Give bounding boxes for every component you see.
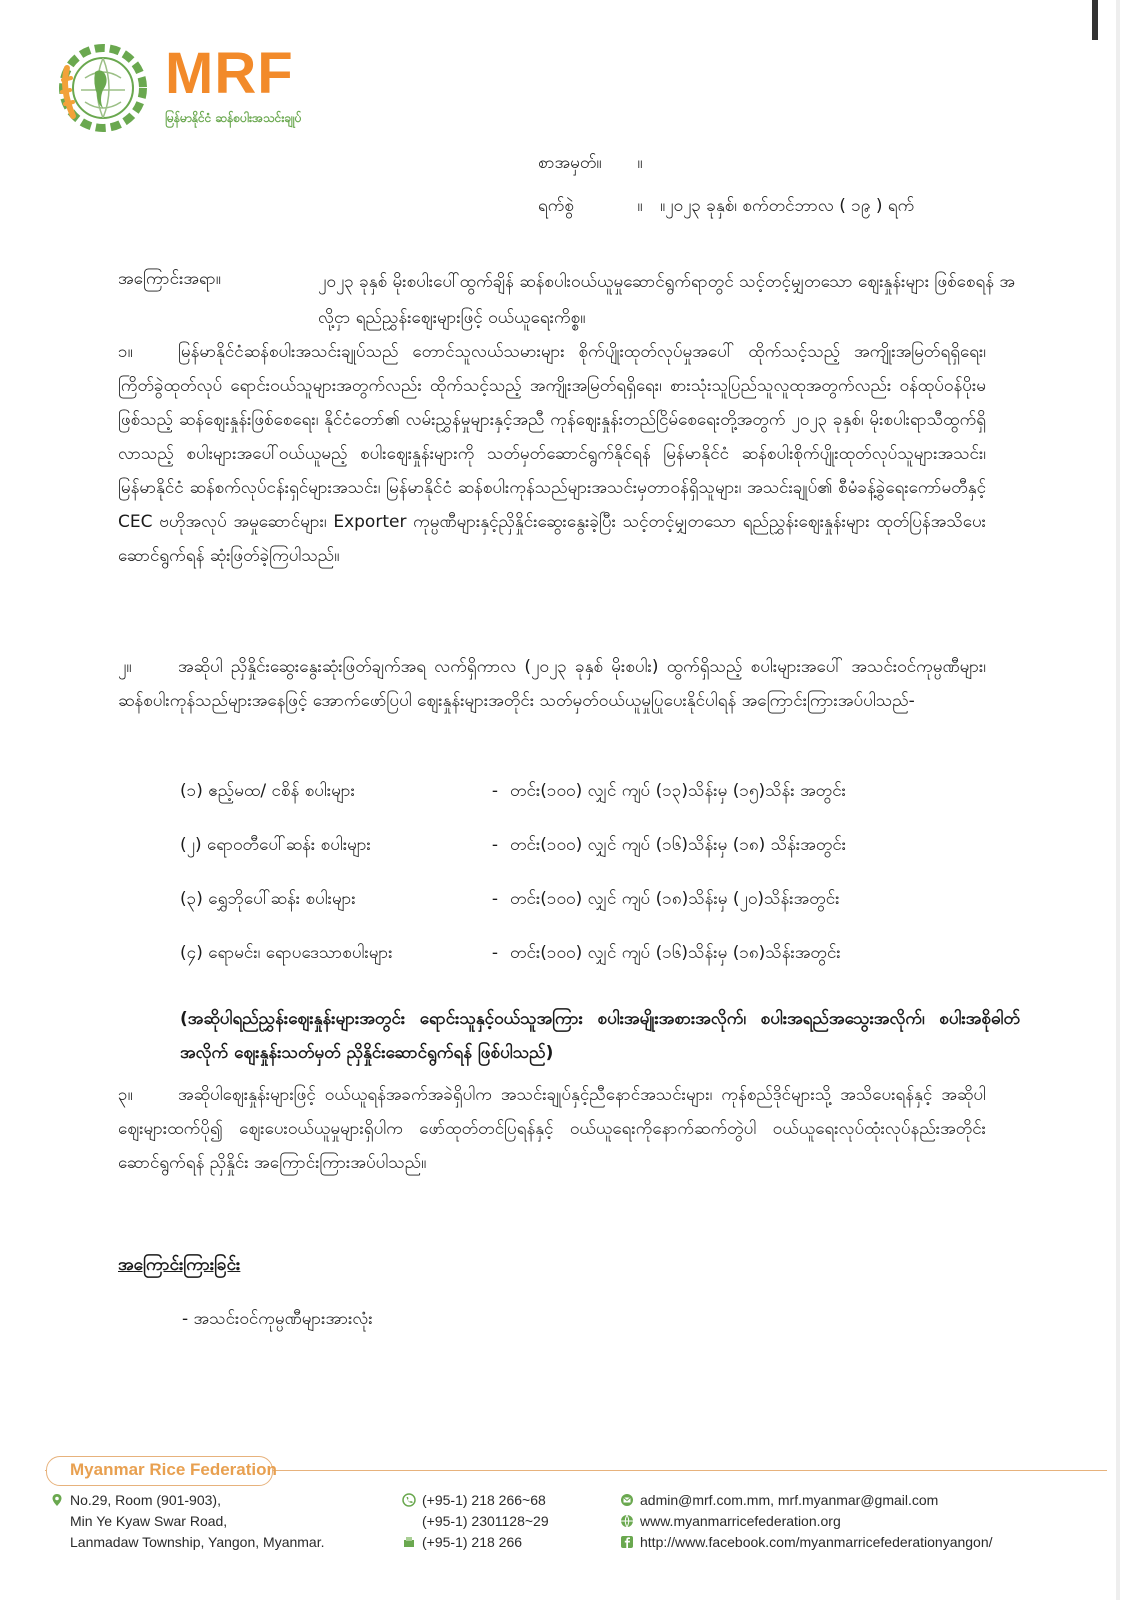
- price-item: (၄) ရောမင်း၊ ရောပဒေသာစပါးများ - တင်း(၁၀၀) လျှင် ကျပ် (၁၆)သိန်းမှ (၁၈)သိန်းအတွင်း: [180, 942, 841, 967]
- footer-address: [50, 1490, 325, 1553]
- paragraph-3: [118, 1078, 986, 1180]
- phone-number: (+95-1) 2301128~29: [422, 1513, 549, 1529]
- date-value: ။၂၀၂၃ ခုနှစ်၊ စက်တင်ဘာလ ( ၁၉ ) ရက်: [660, 196, 915, 216]
- facebook-icon: [620, 1535, 634, 1549]
- reference-line: [538, 152, 660, 177]
- email-address[interactable]: admin@mrf.com.mm, mrf.myanmar@gmail.com: [640, 1492, 939, 1508]
- phone-number: (+95-1) 218 266~68: [422, 1492, 546, 1508]
- price-range: တင်း(၁၀၀) လျှင် ကျပ် (၁၆)သိန်းမှ (၁၈) သိန်းအတွင်း: [510, 835, 847, 855]
- rice-variety: (၃) ရွှေဘိုပေါ်ဆန်း စပါးများ: [180, 889, 356, 909]
- price-item: (၂) ရောဝတီပေါ်ဆန်း စပါးများ - တင်း(၁၀၀) လျှင် ကျပ် (၁၆)သိန်းမှ (၁၈) သိန်းအတွင်း: [180, 834, 846, 859]
- address-line: Lanmadaw Township, Yangon, Myanmar.: [70, 1534, 325, 1550]
- price-range: တင်း(၁၀၀) လျှင် ကျပ် (၁၈)သိန်းမှ (၂၀)သိန်းအတွင်း: [510, 889, 840, 909]
- paragraph-number: ၁။: [118, 342, 133, 362]
- address-line: Min Ye Kyaw Swar Road,: [70, 1513, 228, 1529]
- email-icon: [620, 1493, 634, 1507]
- rice-variety: (၂) ရောဝတီပေါ်ဆန်း စပါးများ: [180, 835, 371, 855]
- reference-label: စာအမှတ်။: [538, 153, 602, 173]
- mrf-emblem-icon: [45, 38, 160, 138]
- distribution-title: အကြောင်းကြားခြင်း: [118, 1255, 241, 1275]
- paragraph-text: အဆိုပါ ညှိနှိုင်းဆွေးနွေးဆုံးဖြတ်ချက်အရ လက်ရှိကာလ (၂၀၂၃ ခုနှစ် မိုးစပါး) ထွက်ရှိသည့် စပါးများအပေါ် အသင်းဝင်ကုမ္ပဏီများ၊ ဆန်စပါးကုန်သည်များအနေဖြင့် အောက်ဖော်ပြပါ ဈေးနှုန်းများအတိုင်း သတ်မှတ်ဝယ်ယူမှုပြုပေးနိုင်ပါရန် အကြောင်းကြားအပ်ပါသည်-: [118, 657, 986, 711]
- location-pin-icon: [50, 1493, 64, 1507]
- footer-phones: [402, 1490, 549, 1553]
- paragraph-number: ၃။: [118, 1085, 133, 1105]
- logo-text: MRF: [165, 41, 294, 106]
- facebook-link[interactable]: http://www.facebook.com/myanmarricefederationyangon/: [640, 1534, 993, 1550]
- footer-org-name: Myanmar Rice Federation: [70, 1460, 277, 1479]
- paragraph-text: အဆိုပါဈေးနှုန်းများဖြင့် ဝယ်ယူရန်အခက်အခဲရှိပါက အသင်းချုပ်နှင့်ညီနောင်အသင်းများ၊ ကုန်စည်ဒိုင်များသို့ အသိပေးရန်နှင့် အဆိုပါ ဈေးများထက်ပို၍ ဈေးပေးဝယ်ယူမှုများရှိပါက ဖော်ထုတ်တင်ပြရန်နှင့် ဝယ်ယူရေးကိုနောက်ဆက်တွဲပါ ဝယ်ယူရေးလုပ်ထုံးလုပ်နည်းအတိုင်း ဆောင်ရွက်ရန် ညှိနှိုင်း အကြောင်းကြားအပ်ပါသည်။: [118, 1085, 986, 1173]
- subject-text: ၂၀၂၃ ခုနှစ် မိုးစပါးပေါ်ထွက်ချိန် ဆန်စပါးဝယ်ယူမှုဆောင်ရွက်ရာတွင် သင့်တင့်မျှတသော ဈေးနှုန်းများ ဖြစ်စေရန် အလို့ငှာ ရည်ညွှန်းဈေးများဖြင့် ဝယ်ယူရေးကိစ္စ။: [318, 272, 1016, 328]
- paragraph-1: [118, 335, 986, 573]
- price-item: (၃) ရွှေဘိုပေါ်ဆန်း စပါးများ - တင်း(၁၀၀) လျှင် ကျပ် (၁၈)သိန်းမှ (၂၀)သိန်းအတွင်း: [180, 888, 840, 913]
- scan-mark: [1092, 0, 1098, 40]
- logo-subtitle: မြန်မာနိုင်ငံ ဆန်စပါးအသင်းချုပ်: [165, 111, 302, 125]
- paragraph-2: [118, 650, 986, 718]
- reference-separator: ။: [637, 153, 643, 173]
- price-range: တင်း(၁၀၀) လျှင် ကျပ် (၁၆)သိန်းမှ (၁၈)သိန်းအတွင်း: [510, 943, 841, 963]
- footer-contacts: [620, 1490, 993, 1553]
- date-label: ရက်စွဲ: [538, 196, 574, 216]
- paragraph-text: မြန်မာနိုင်ငံဆန်စပါးအသင်းချုပ်သည် တောင်သူလယ်သမားများ စိုက်ပျိုးထုတ်လုပ်မှုအပေါ် ထိုက်သင့်သည့် အကျိုးအမြတ်ရရှိရေး၊ ကြိတ်ခွဲထုတ်လုပ် ရောင်းဝယ်သူများအတွက်လည်း ထိုက်သင့်သည့် အကျိုးအမြတ်ရရှိရေး၊ စားသုံးသူပြည်သူလူထုအတွက်လည်း ဝန်ထုပ်ဝန်ပိုးမဖြစ်သည့် ဆန်ဈေးနှုန်းဖြစ်စေရေး၊ နိုင်ငံတော်၏ လမ်းညွှန်မှုများနှင့်အညီ ကုန်ဈေးနှုန်းတည်ငြိမ်စေရေးတို့အတွက် ၂၀၂၃ ခုနှစ်၊ မိုးစပါးရာသီထွက်ရှိလာသည့် စပါးများအပေါ်ဝယ်ယူမည့် စပါးဈေးနှုန်းများကို သတ်မှတ်ဆောင်ရွက်နိုင်ရန် မြန်မာနိုင်ငံ ဆန်စပါးစိုက်ပျိုးထုတ်လုပ်သူများအသင်း၊ မြန်မာနိုင်ငံ ဆန်စက်လုပ်ငန်းရှင်များအသင်း၊ မြန်မာနိုင်ငံ ဆန်စပါးကုန်သည်များအသင်းမှတာဝန်ရှိသူများ၊ အသင်းချုပ်၏ စီမံခန့်ခွဲရေးကော်မတီနှင့် CEC ဗဟိုအလုပ် အမှုဆောင်များ၊ Exporter ကုမ္ပဏီများနှင့်ညှိနှိုင်းဆွေးနွေးခဲ့ပြီး သင့်တင့်မျှတသော ရည်ညွှန်းဈေးနှုန်းများ ထုတ်ပြန်အသိပေး ဆောင်ရွက်ရန် ဆုံးဖြတ်ခဲ့ကြပါသည်။: [118, 342, 986, 566]
- website-link[interactable]: www.myanmarricefederation.org: [640, 1513, 841, 1529]
- logo: [45, 38, 335, 138]
- subject-label: အကြောင်းအရာ။: [118, 269, 221, 289]
- paragraph-number: ၂။: [118, 657, 132, 677]
- price-item: (၁) ဧည့်မထ/ ငစိန် စပါးများ - တင်း(၁၀၀) လျှင် ကျပ် (၁၃)သိန်းမှ (၁၅)သိန်း အတွင်း: [180, 780, 846, 805]
- phone-icon: [402, 1493, 416, 1507]
- fax-number: (+95-1) 218 266: [422, 1534, 523, 1550]
- distribution-item: - အသင်းဝင်ကုမ္ပဏီများအားလုံး: [182, 1309, 373, 1329]
- price-range: တင်း(၁၀၀) လျှင် ကျပ် (၁၃)သိန်းမှ (၁၅)သိန်း အတွင်း: [510, 781, 846, 801]
- address-line: No.29, Room (901-903),: [70, 1492, 221, 1508]
- price-note: (အဆိုပါရည်ညွှန်းဈေးနှုန်းများအတွင်း ရောင်းသူနှင့်ဝယ်သူအကြား စပါးအမျိုးအစားအလိုက်၊ စပါးအရည်အသွေးအလိုက်၊ စပါးအစိုဓါတ်အလိုက် ဈေးနှုန်းသတ်မှတ် ညှိနှိုင်းဆောင်ရွက်ရန် ဖြစ်ပါသည်): [180, 1009, 1020, 1063]
- scan-edge: [1116, 0, 1120, 1600]
- date-separator: ။: [637, 196, 643, 216]
- fax-icon: [402, 1535, 416, 1549]
- rice-variety: (၁) ဧည့်မထ/ ငစိန် စပါးများ: [180, 781, 355, 801]
- rice-variety: (၄) ရောမင်း၊ ရောပဒေသာစပါးများ: [180, 943, 393, 963]
- date-line: [538, 195, 914, 220]
- globe-icon: [620, 1514, 634, 1528]
